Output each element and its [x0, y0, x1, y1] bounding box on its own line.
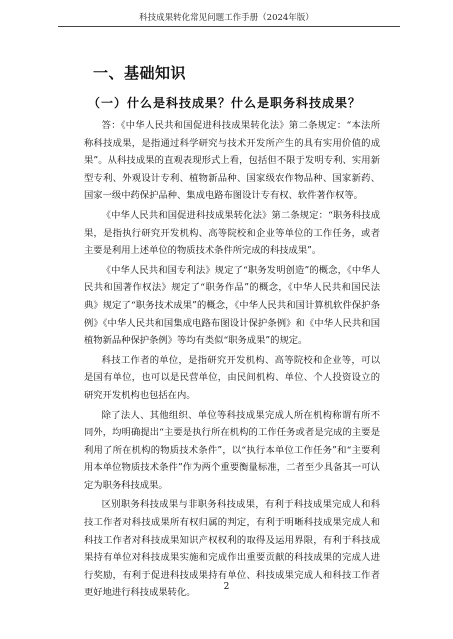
- paragraph-criteria: 除了法人、其他组织、单位等科技成果完成人所在机构称谓有所不同外，均明确提出“主要是执行所在机构的工作任务或者是完成的主要是利用了所在机构的物质技术条件”，以“执行本单位工作任务”和“主要利用本单位物质技术条件”作为两个重要衡量标准，二者至少具备其一可认定为职务科技成果。: [84, 409, 380, 491]
- running-header: 科技成果转化常见问题工作手册（2024年版）: [139, 13, 314, 23]
- paragraph-answer: 答：《中华人民共和国促进科技成果转化法》第二条规定：“本法所称科技成果，是指通过科学研究与技术开发所产生的具有实用价值的成果”。从科技成果的直观表现形式上看，包括但不限于发明专利、实用新型专利、外观设计专利、植物新品种、国家级农作物品种、国家新药、国家一级中药保护品种、集成电路布图设计专有权、软件著作权等。: [84, 120, 380, 202]
- paragraph-employer: 科技工作者的单位，是指研究开发机构、高等院校和企业等，可以是国有单位，也可以是民营单位，由民间机构、单位、个人投资设立的研究开发机构也包括在内。: [84, 354, 380, 401]
- header-divider: [58, 26, 400, 27]
- subsection-heading: （一）什么是科技成果？什么是职务科技成果？: [88, 96, 362, 110]
- page-number: 2: [223, 582, 230, 592]
- section-heading: 一、基础知识: [93, 64, 187, 82]
- paragraph-related-laws: 《中华人民共和国专利法》规定了“职务发明创造”的概念，《中华人民共和国著作权法》规定了“职务作品”的概念，《中华人民共和国民法典》规定了“职务技术成果”的概念，《中华人民共和国计算机软件保护条例》《中华人民共和国集成电路布图设计保护条例》和《中华人民共和国植物新品种保护条例》等均有类似“职务成果”的规定。: [84, 264, 380, 347]
- paragraph-significance: 区别职务科技成果与非职务科技成果，有利于科技成果完成人和科技工作者对科技成果所有权归属的判定，有利于明晰科技成果完成人和科技工作者对科技成果知识产权权利的取得及运用界限，有利于科技成果持有单位对科技成果实施和完成作出重要贡献的科技成果的完成人进行奖励，有利于促进科技成果持有单位、科技成果完成人和科技工作者更好地进行科技成果转化。: [84, 499, 380, 599]
- body-text: [84, 117, 380, 604]
- paragraph-definition: 《中华人民共和国促进科技成果转化法》第二条规定：“职务科技成果，是指执行研究开发机构、高等院校和企业等单位的工作任务，或者主要是利用上述单位的物质技术条件所完成的科技成果”。: [84, 209, 380, 257]
